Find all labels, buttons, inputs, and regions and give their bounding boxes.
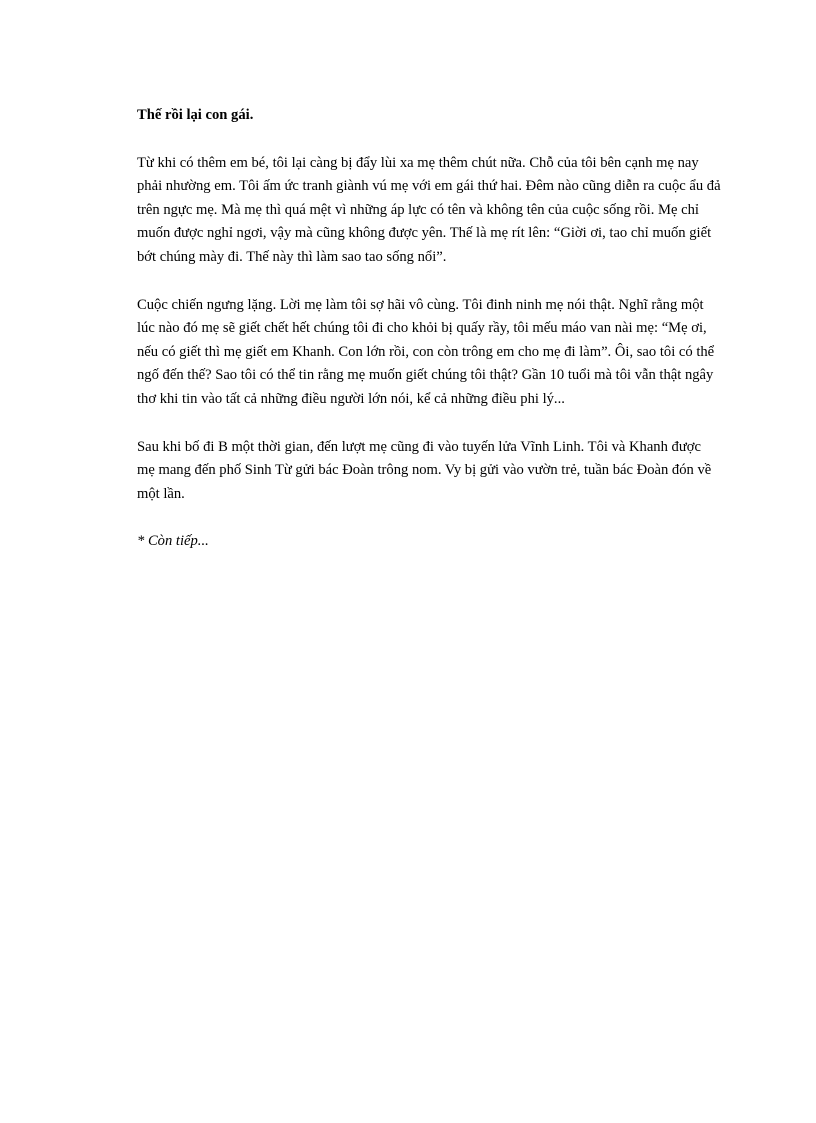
continued-note: * Còn tiếp...: [137, 533, 209, 550]
document-page: [137, 104, 722, 554]
section-heading: Thế rồi lại con gái.: [137, 107, 254, 123]
paragraph: Từ khi có thêm em bé, tôi lại càng bị đẩy lùi xa mẹ thêm chút nữa. Chỗ của tôi bên cạnh mẹ nay phải nhường em. Tôi ấm ức tranh giành vú mẹ với em gái thứ hai. Đêm nào cũng diễn ra cuộc ẩu đả trên ngực mẹ. Mà mẹ thì quá mệt vì những áp lực có tên và không tên của cuộc sống rồi. Mẹ chỉ muốn được nghỉ ngơi, vậy mà cũng không được yên. Thế là mẹ rít lên: “Giời ơi, tao chỉ muốn giết bớt chúng mày đi. Thế này thì làm sao tao sống nổi”.: [137, 154, 721, 265]
paragraph: Cuộc chiến ngưng lặng. Lời mẹ làm tôi sợ hãi vô cùng. Tôi đinh ninh mẹ nói thật. Nghĩ rằng một lúc nào đó mẹ sẽ giết chết hết chúng tôi đi cho khỏi bị quấy rầy, tôi mếu máo van nài mẹ: “Mẹ ơi, nếu có giết thì mẹ giết em Khanh. Con lớn rồi, con còn trông em cho mẹ đi làm”. Ôi, sao tôi có thể ngố đến thế? Sao tôi có thể tin rằng mẹ muốn giết chúng tôi thật? Gần 10 tuổi mà tôi vẫn thật ngây thơ khi tin vào tất cả những điều người lớn nói, kể cả những điều phi lý...: [137, 296, 715, 407]
paragraph: Sau khi bố đi B một thời gian, đến lượt mẹ cũng đi vào tuyến lửa Vĩnh Linh. Tôi và Khanh được mẹ mang đến phố Sinh Từ gửi bác Đoàn trông nom. Vy bị gửi vào vườn trẻ, tuần bác Đoàn đón về một lần.: [137, 438, 712, 502]
